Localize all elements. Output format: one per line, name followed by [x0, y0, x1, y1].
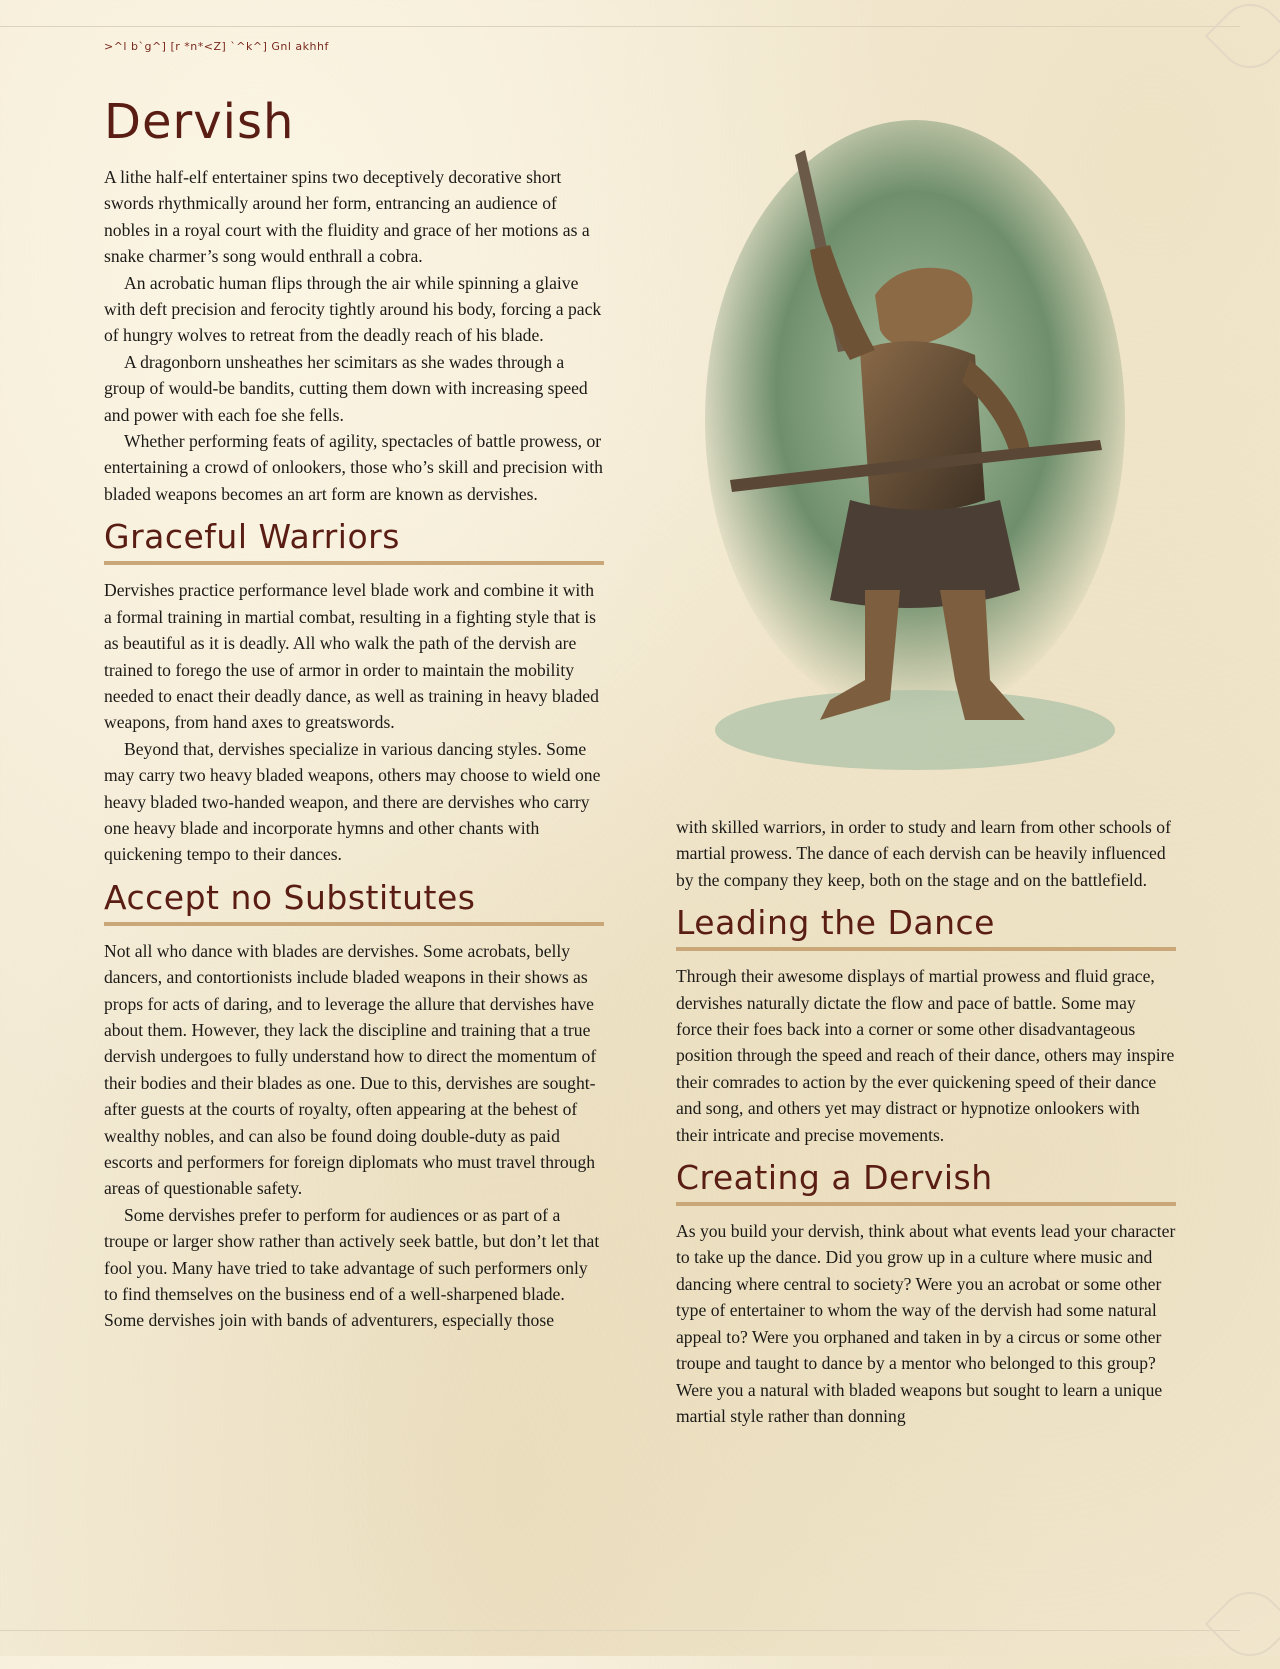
section-heading-leading-the-dance: Leading the Dance [676, 901, 1176, 951]
section-paragraph: Not all who dance with blades are dervishes. Some acrobats, belly dancers, and contortionists include bladed weapons in their shows as props for acts of daring, and to leverage the allure that dervishes have about them. However, they lack the discipline and training that a true dervish undergoes to fully understand how to direct the momentum of their bodies and their blades as one. Due to this, dervishes are sought-after guests at the courts of royalty, often appearing at the behest of wealthy nobles, and can also be found doing double-duty as paid escorts and performers for foreign diplomats who must travel through areas of questionable safety. [104, 940, 597, 1199]
section-heading-creating-a-dervish: Creating a Dervish [676, 1156, 1176, 1206]
section-paragraph: Some dervishes prefer to perform for audiences or as part of a troupe or larger show rather than actively seek battle, but don’t let that fool you. Many have tried to take advantage of such performers only to find themselves on the business end of a well-sharpened blade. Some dervishes join with bands of adventurers, especially those [104, 1204, 600, 1331]
intro-paragraph: A lithe half-elf entertainer spins two deceptively decorative short swords rhythmically around her form, entrancing an audience of nobles in a royal court with the fluidity and grace of her motions as a snake charmer’s song would enthrall a cobra. [104, 167, 590, 267]
right-column [676, 814, 1176, 1429]
running-header: >^l b`g^] [r *n*<Z] `^k^] Gnl akhhf [104, 40, 329, 53]
intro-paragraph: A dragonborn unsheathes her scimitars as she wades through a group of would-be bandits, cutting them down with increasing speed and power with each foe she fells. [104, 351, 588, 425]
section-heading-accept-no-substitutes: Accept no Substitutes [104, 876, 604, 926]
dragonborn-dervish-illustration [700, 120, 1130, 780]
page-frame-top-line [0, 26, 1240, 27]
section-heading-graceful-warriors: Graceful Warriors [104, 515, 604, 565]
section-paragraph: Beyond that, dervishes specialize in various dancing styles. Some may carry two heavy bladed weapons, others may choose to wield one heavy bladed two-handed weapon, and there are dervishes who carry one heavy blade and incorporate hymns and other chants with quickening tempo to their dances. [104, 738, 601, 865]
corner-ornament-bottom-right [1205, 1579, 1280, 1669]
left-column [104, 164, 604, 1334]
torso [860, 341, 985, 511]
section-paragraph: As you build your dervish, think about what events lead your character to take up the dance. Did you grow up in a culture where music and dancing where central to society? Were you an acrobat or some other type of entertainer to whom the way of the dervish had some natural appeal to? Were you orphaned and taken in by a circus or some other troupe and taught to dance by a mentor who belonged to this group? Were you a natural with bladed weapons but sought to learn a unique martial style rather than donning [676, 1221, 1176, 1426]
section-paragraph: Through their awesome displays of martial prowess and fluid grace, dervishes naturally dictate the flow and pace of battle. Some may force their foes back into a corner or some other disadvantageous position through the speed and reach of their dance, others may inspire their comrades to action by the ever quickening speed of their dance and song, and others yet may distract or hypnotize onlookers with their intricate and precise movements. [676, 966, 1175, 1145]
ground-grass [715, 690, 1115, 770]
corner-ornament-top-right [1205, 0, 1280, 81]
page-title: Dervish [104, 94, 295, 150]
page-frame-bottom-line [0, 1630, 1240, 1631]
intro-paragraph: Whether performing feats of agility, spectacles of battle prowess, or entertaining a crowd of onlookers, those who’s skill and precision with bladed weapons becomes an art form are known as dervishes. [104, 431, 603, 504]
section-paragraph: Dervishes practice performance level blade work and combine it with a formal training in martial combat, resulting in a fighting style that is as beautiful as it is deadly. All who walk the path of the dervish are trained to forego the use of armor in order to maintain the mobility needed to enact their deadly dance, as well as training in heavy bladed weapons, from hand axes to greatswords. [104, 580, 599, 733]
continuation-paragraph: with skilled warriors, in order to study and learn from other schools of martial prowess. The dance of each dervish can be heavily influenced by the company they keep, both on the stage and on the battlefield. [676, 817, 1171, 890]
intro-paragraph: An acrobatic human flips through the air while spinning a glaive with deft precision and ferocity tightly around his body, forcing a pack of hungry wolves to retreat from the deadly reach of his blade. [104, 272, 602, 346]
skirt [830, 500, 1020, 608]
